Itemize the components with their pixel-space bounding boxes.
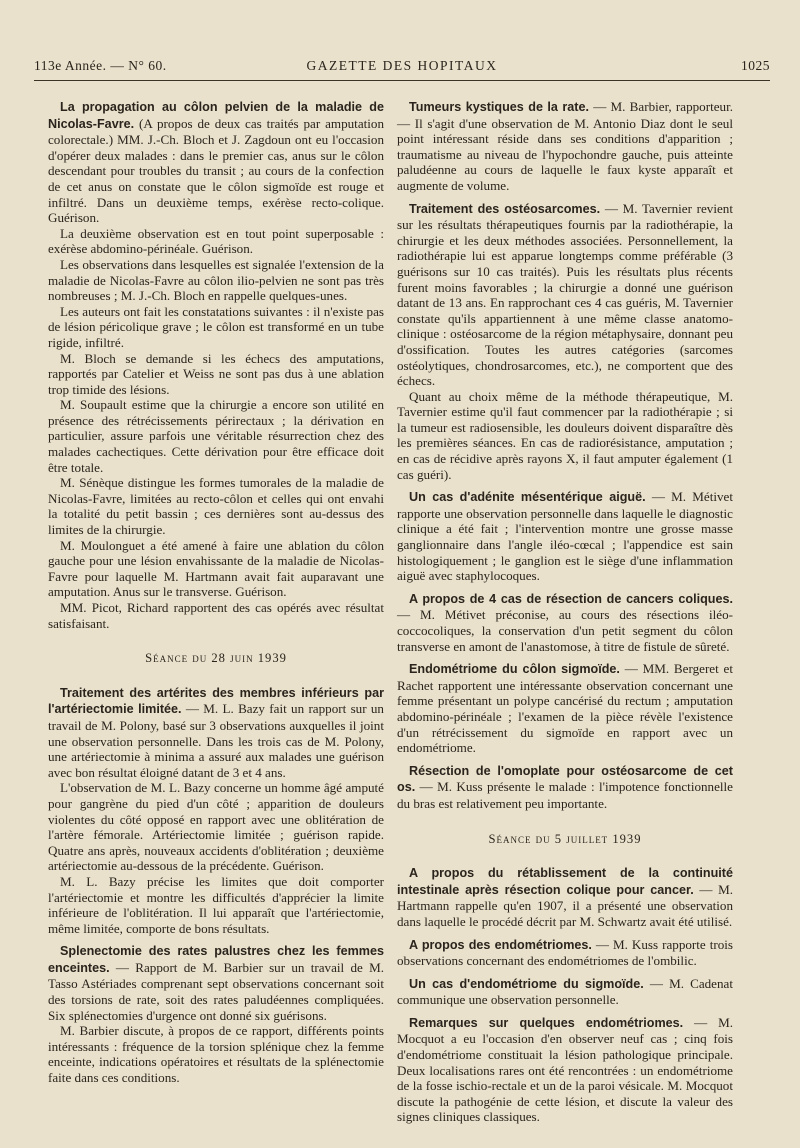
article-title: Un cas d'adénite mésentérique aiguë. bbox=[409, 490, 646, 505]
paragraph-text: — M. Tavernier revient sur les résultats thérapeutiques fournis par la radiothérapie, la chirurgie et les deux méthodes associées. Personnellement, la radiothérapie lui est apparue longtemps comme préférable (3 guérisons sur 10 cas traités). Puis les résultats plus récents furent moins favorables ; la chirurgie a donné une guérison datant de 13 ans. En rapprochant ces 4 cas guéris, M. Tavernier constate qu'ils appartiennent à une même classe anatomo-clinique : ostéosarcome de la région métaphysaire, donnant peu d'ossification. Toutes les autres catégories (sarcomes ostéolytiques, chondrosarcomes, etc.), ne comportent que des échecs. bbox=[397, 200, 733, 389]
paragraph-text: — M. Kuss rapporte trois observations concernant des endométriomes de l'ombilic. bbox=[397, 936, 733, 969]
body-paragraph bbox=[48, 780, 384, 874]
article-paragraph bbox=[397, 1015, 733, 1125]
paragraph-text: — MM. Bergeret et Rachet rapportent une intéressante observation concernant une femme présentant un polype cancérisé du rectum ; amputation abdomino-périnéale ; l'examen de la pièce révèle l'existence d'un rétrécissement du sigmoïde en rapport avec un endométriome. bbox=[397, 661, 733, 756]
body-paragraph bbox=[48, 351, 384, 398]
body-paragraph bbox=[48, 538, 384, 600]
body-paragraph bbox=[48, 304, 384, 351]
session-heading: Séance du 5 juillet 1939 bbox=[488, 831, 642, 846]
article-paragraph bbox=[397, 763, 733, 812]
paragraph-text: M. Soupault estime que la chirurgie a encore son utilité en présence des rétrécissements périrectaux ; la dérivation en particulier, assure parfois une véritable résurrection chez des malades cachectiques. Cette dérivation pour être efficace doit être totale. bbox=[48, 397, 384, 475]
article-paragraph bbox=[397, 99, 733, 194]
article-paragraph bbox=[397, 591, 733, 654]
article-title: Tumeurs kystiques de la rate. bbox=[409, 100, 589, 114]
body-paragraph bbox=[397, 389, 733, 483]
publication-title: GAZETTE DES HOPITAUX bbox=[306, 58, 498, 73]
body-paragraph bbox=[48, 397, 384, 475]
paragraph-text: M. L. Bazy précise les limites que doit comporter l'artériectomie et montre les difficultés d'apprécier la limite inférieure de l'oblitération. Il lui apparaît que l'artériectomie, même limitée, comporte de bons résultats. bbox=[48, 873, 384, 936]
article-title: La propagation au côlon pelvien de la maladie de Nicolas-Favre. bbox=[48, 100, 384, 131]
article-paragraph bbox=[48, 943, 384, 1023]
article-paragraph bbox=[48, 99, 384, 226]
article-title: A propos de 4 cas de résection de cancers coliques. bbox=[409, 591, 733, 606]
paragraph-text: — M. Barbier, rapporteur. — Il s'agit d'une observation de M. Antonio Diaz dont le seul point intéressant réside dans ses conditions d'apparition ; traumatisme au niveau de l'hypochondre gauche, puis atteinte paludéenne au cours de laquelle le faux kyste apparaît et augmente de volume. bbox=[397, 99, 733, 193]
article-paragraph bbox=[48, 685, 384, 781]
article-paragraph bbox=[397, 865, 733, 929]
session-heading: Séance du 28 juin 1939 bbox=[145, 651, 287, 666]
body-paragraph bbox=[48, 226, 384, 257]
article-title: A propos du rétablissement de la continuité intestinale après résection colique pour cancer. bbox=[397, 866, 733, 897]
left-column bbox=[48, 92, 384, 1086]
paragraph-text: M. Moulonguet a été amené à faire une ablation du côlon gauche pour une lésion envahissante de la maladie de Nicolas-Favre pour laquelle M. Hartmann avait fait auparavant une amputation. Anus sur le transverse. Guérison. bbox=[48, 537, 384, 600]
article-title: A propos des endométriomes. bbox=[409, 937, 592, 952]
article-paragraph bbox=[397, 937, 733, 969]
paragraph-text: M. Barbier discute, à propos de ce rapport, différents points intéressants : fréquence de la torsion splénique chez la femme enceinte, indications opératoires et résultats de la splénectomie faite dans ces conditions. bbox=[48, 1023, 384, 1086]
paragraph-text: MM. Picot, Richard rapportent des cas opérés avec résultat satisfaisant. bbox=[48, 600, 384, 631]
paragraph-text: — M. Hartmann rappelle qu'en 1907, il a présenté une observation dans laquelle le procédé décrit par M. Schwartz avait été utilisé. bbox=[397, 881, 733, 929]
article-paragraph bbox=[397, 661, 733, 756]
body-paragraph bbox=[48, 1023, 384, 1085]
paragraph-text: Les auteurs ont fait les constatations suivantes : il n'existe pas de lésion péricolique grave ; le côlon est transformé en un tube rigide, infiltré. bbox=[48, 303, 384, 350]
paragraph-text: — M. Mocquot a eu l'occasion d'en observer neuf cas ; cinq fois d'endométriome constituait la lésion pathologique principale. Deux localisations rares ont été rencontrées : un endométriome de la fosse ischio-rectale et un de la paroi vésicale. M. Mocquot discute la pathogénie de cette lésion, et discute la valeur des signes cliniques classiques. bbox=[397, 1014, 734, 1125]
paragraph-text: — M. Cadenat communique une observation personnelle. bbox=[397, 975, 733, 1008]
paragraph-text: M. Bloch se demande si les échecs des amputations, rapportés par Catelier et Weiss ne sont pas dus à une ablation trop timide des lésions. bbox=[48, 350, 384, 397]
article-title: Endométriome du côlon sigmoïde. bbox=[409, 662, 620, 677]
page-number: 1025 bbox=[741, 58, 770, 73]
paragraph-text: — Rapport de M. Barbier sur un travail de M. Tasso Astériades comprenant sept observations concernant soit des torsions de rate, soit des rates paludéennes compliquées. Six splénectomies d'urgence ont donné six guérisons. bbox=[48, 959, 384, 1023]
paragraph-text: M. Sénèque distingue les formes tumorales de la maladie de Nicolas-Favre, limitées au recto-côlon et celles qui ont envahi la totalité du petit bassin ; ces dernières sont au-dessus des limites de la chirurgie. bbox=[48, 475, 384, 538]
article-paragraph bbox=[397, 201, 733, 389]
body-paragraph bbox=[48, 475, 384, 537]
right-column bbox=[397, 92, 733, 1125]
article-paragraph bbox=[397, 489, 733, 584]
article-title: Splenectomie des rates palustres chez les femmes enceintes. bbox=[48, 944, 384, 975]
header-rule bbox=[34, 80, 770, 81]
paragraph-text: Quant au choix même de la méthode thérapeutique, M. Tavernier estime qu'il faut commencer par la radiothérapie ; si la tumeur est radiosensible, les douleurs doivent disparaître dès les premières séances. En cas de radiorésistance, amputation ; en cas de récidive après rayons X, il faut amputer également (1 cas guéri). bbox=[397, 388, 733, 482]
body-paragraph bbox=[48, 874, 384, 936]
paragraph-text: L'observation de M. L. Bazy concerne un homme âgé amputé pour gangrène du pied d'un côté ; apparition de douleurs violentes du côté opposé en rapport avec une oblitération de l'artère fémorale. Artériectomie limitée ; guérison rapide. Quatre ans après, nouveaux accidents d'oblitération ; deuxième artériectomie au-dessous de la précédente. Guérison. bbox=[48, 780, 384, 874]
article-paragraph bbox=[397, 976, 733, 1008]
body-paragraph bbox=[48, 600, 384, 631]
article-title: Traitement des artérites des membres inférieurs par l'artériectomie limitée. bbox=[48, 685, 384, 717]
paragraph-text: — M. Métivet rapporte une observation personnelle dans laquelle le diagnostic clinique a été fait ; l'intervention montre une grosse masse ganglionnaire dans l'angle iléo-cœcal ; l'appendice est sain histologiquement ; le ganglion est le siège d'une inflammation aiguë avec staphylocoques. bbox=[397, 489, 734, 584]
article-title: Traitement des ostéosarcomes. bbox=[409, 201, 601, 216]
article-title: Remarques sur quelques endométriomes. bbox=[409, 1015, 684, 1030]
paragraph-text: — M. L. Bazy fait un rapport sur un travail de M. Polony, basé sur 3 observations auxquelles il joint une observation personnelle. Dans les trois cas de M. Polony, une artériectomie à minima a assuré aux malades une guérison avec bon résultat éloigné datant de 3 et 4 ans. bbox=[48, 701, 384, 780]
article-title: Un cas d'endométriome du sigmoïde. bbox=[409, 976, 644, 991]
paragraph-text: Les observations dans lesquelles est signalée l'extension de la maladie de Nicolas-Favre au côlon ilio-pelvien ne sont pas très nombreuses ; M. J.-Ch. Bloch en rappelle quelques-unes. bbox=[48, 256, 384, 304]
paragraph-text: — M. Kuss présente le malade : l'impotence fonctionnelle du bras est relativement peu importante. bbox=[397, 779, 733, 811]
page-header bbox=[34, 58, 770, 78]
issue-label: 113e Année. — N° 60. bbox=[34, 58, 167, 73]
paragraph-text: (A propos de deux cas traités par amputation colorectale.) MM. J.-Ch. Bloch et J. Zagdoun ont eu l'occasion d'opérer deux malades : dans le premier cas, anus sur le côlon descendant pour troubles du transit ; au cours de la confection de cet anus on constate que le côlon sigmoïde est rouge et infiltré. Dans un deuxième temps, exérèse recto-colique. Guérison. bbox=[48, 115, 384, 226]
body-paragraph bbox=[48, 257, 384, 304]
paragraph-text: — M. Métivet préconise, au cours des résections iléo-coccocoliques, la conservation d'un petit segment du côlon transverse en amont de l'anastomose, à titre de fistule de sûreté. bbox=[397, 607, 733, 654]
paragraph-text: La deuxième observation est en tout point superposable : exérèse abdomino-périnéale. Guérison. bbox=[48, 225, 384, 257]
article-title: Résection de l'omoplate pour ostéosarcome de cet os. bbox=[397, 763, 733, 795]
